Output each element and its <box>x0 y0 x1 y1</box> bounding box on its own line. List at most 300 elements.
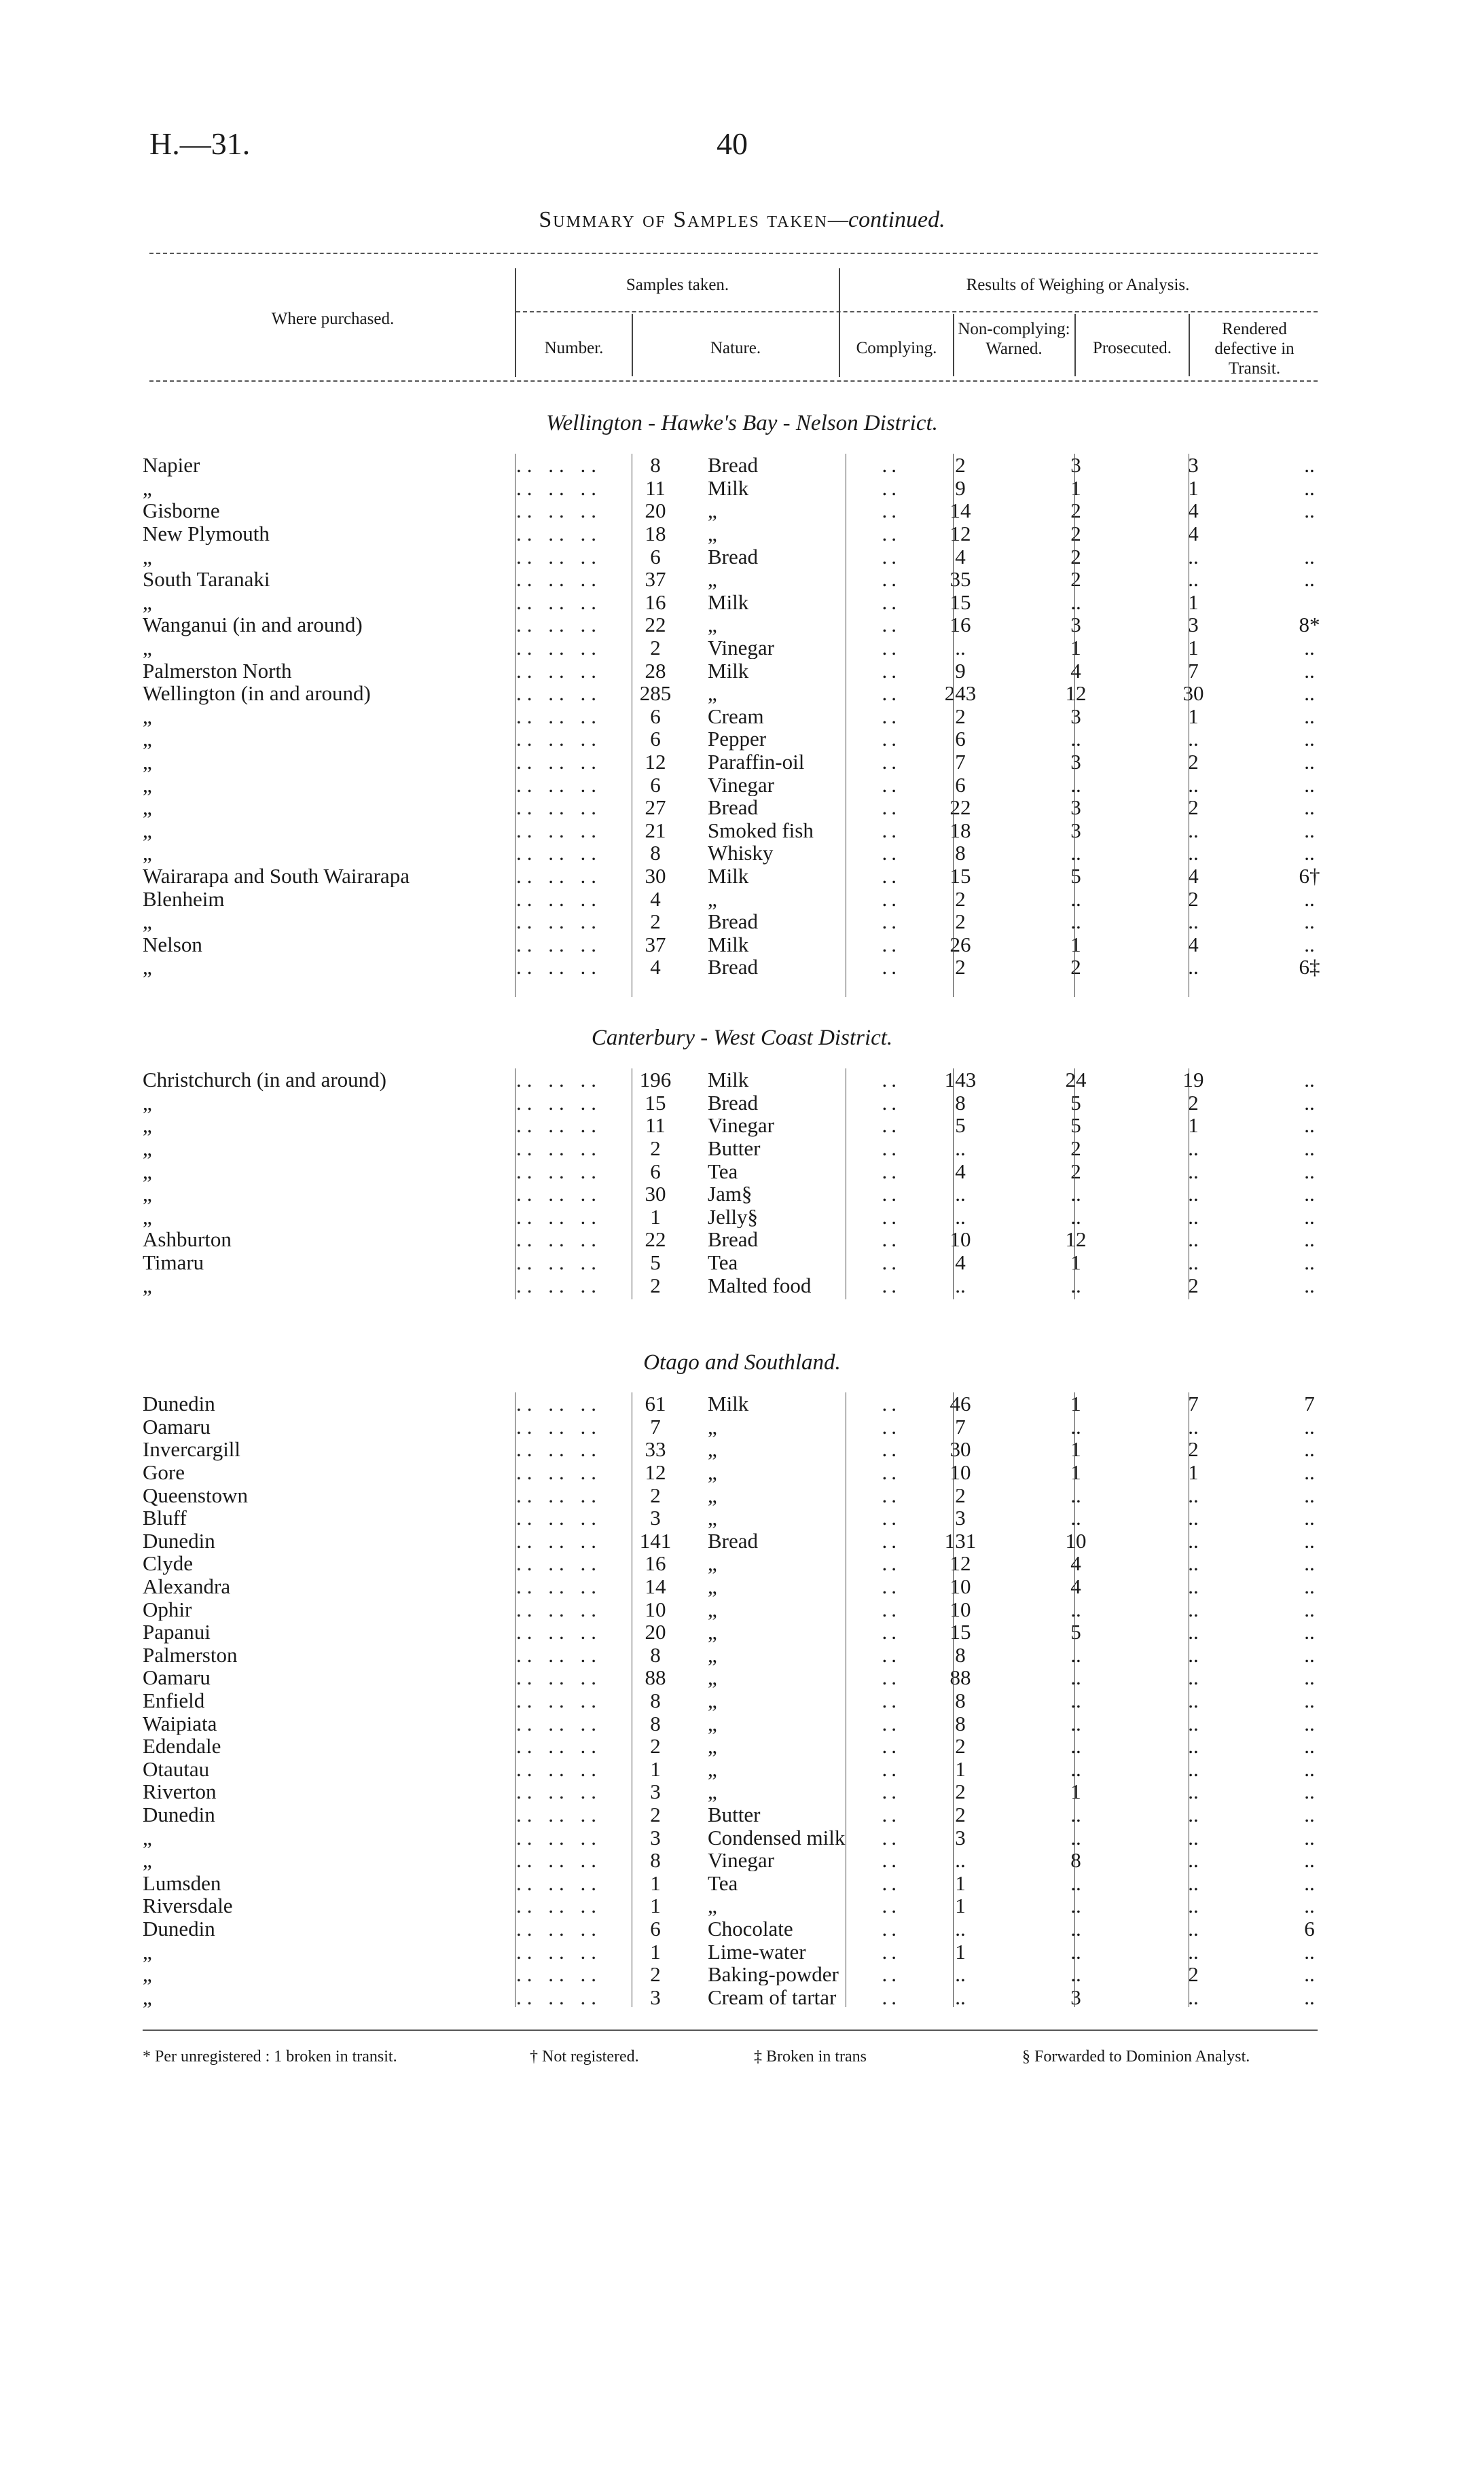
number-cell: 22 <box>645 1228 666 1251</box>
rendered-defective-cell: 7 <box>1304 1392 1315 1415</box>
leader-dots: .. <box>882 909 901 933</box>
number-cell: 6 <box>650 1917 661 1941</box>
prosecuted-cell: 19 <box>1182 1068 1204 1092</box>
table-row <box>143 1507 1369 1530</box>
number-cell: 8 <box>650 454 661 477</box>
non-complying-cell: 1 <box>1070 1780 1081 1803</box>
non-complying-cell: 1 <box>1070 476 1081 500</box>
non-complying-cell: 12 <box>1065 681 1087 705</box>
leader-dots: .. <box>882 1506 901 1530</box>
place-cell: „ <box>143 1182 152 1206</box>
leader-dots: .. <box>882 1114 901 1137</box>
complying-cell: 12 <box>949 1552 971 1575</box>
nature-cell: „ <box>708 1666 717 1689</box>
leader-dots: .. .. .. <box>516 567 602 591</box>
header-divider-6 <box>1189 314 1190 376</box>
place-cell: „ <box>143 1985 152 2009</box>
number-cell: 3 <box>650 1826 661 1849</box>
leader-dots: .. <box>882 1552 901 1575</box>
leader-dots: .. .. .. <box>516 818 602 842</box>
prosecuted-cell: .. <box>1188 1666 1199 1689</box>
number-cell: 6 <box>650 773 661 796</box>
table-row <box>143 522 1369 545</box>
nature-cell: „ <box>708 1643 717 1667</box>
nature-cell: „ <box>708 1757 717 1781</box>
samples-table-otago <box>143 1392 1369 2008</box>
prosecuted-cell: 4 <box>1188 499 1199 522</box>
rendered-defective-cell: .. <box>1304 1985 1315 2009</box>
rendered-defective-cell: .. <box>1304 1666 1315 1689</box>
number-cell: 285 <box>639 681 672 705</box>
non-complying-cell: .. <box>1070 1734 1081 1758</box>
leader-dots: .. .. .. <box>516 1598 602 1621</box>
prosecuted-cell: 2 <box>1188 1962 1199 1986</box>
rendered-defective-cell: .. <box>1304 750 1315 774</box>
rendered-defective-cell: .. <box>1304 1780 1315 1803</box>
non-complying-cell: .. <box>1070 1415 1081 1439</box>
non-complying-cell: .. <box>1070 1598 1081 1621</box>
prosecuted-cell: .. <box>1188 1757 1199 1781</box>
footnote-rule <box>143 2030 1318 2031</box>
complying-cell: 4 <box>955 1159 966 1183</box>
nature-cell: Cream <box>708 704 764 728</box>
complying-cell: 3 <box>955 1506 966 1530</box>
leader-dots: .. <box>882 1091 901 1115</box>
rendered-defective-cell: .. <box>1304 1757 1315 1781</box>
header-samples-taken: Samples taken. <box>626 276 729 294</box>
table-rule <box>1074 454 1075 997</box>
number-cell: 16 <box>645 1552 666 1575</box>
table-row <box>143 1735 1369 1758</box>
place-cell: Nelson <box>143 933 202 956</box>
complying-cell: 8 <box>955 1712 966 1735</box>
table-row <box>143 1137 1369 1160</box>
non-complying-cell: .. <box>1070 773 1081 796</box>
nature-cell: Jam§ <box>708 1182 753 1206</box>
number-cell: 12 <box>645 1460 666 1484</box>
leader-dots: .. .. .. <box>516 1250 602 1274</box>
prosecuted-cell: .. <box>1188 1574 1199 1598</box>
nature-cell: Butter <box>708 1136 761 1160</box>
rendered-defective-cell: .. <box>1304 636 1315 660</box>
place-cell: Edendale <box>143 1734 221 1758</box>
table-row <box>143 1251 1369 1274</box>
non-complying-cell: 3 <box>1070 1985 1081 2009</box>
rendered-defective-cell: .. <box>1304 499 1315 522</box>
rendered-defective-cell: .. <box>1304 1689 1315 1712</box>
rendered-defective-cell: .. <box>1304 1114 1315 1137</box>
nature-cell: Vinegar <box>708 773 774 796</box>
leader-dots: .. .. .. <box>516 1438 602 1461</box>
leader-dots: .. .. .. <box>516 956 602 979</box>
number-cell: 3 <box>650 1985 661 2009</box>
leader-dots: .. <box>882 499 901 522</box>
header-results: Results of Weighing or Analysis. <box>966 276 1190 294</box>
table-row <box>143 887 1369 910</box>
prosecuted-cell: .. <box>1188 1415 1199 1439</box>
complying-cell: 14 <box>949 499 971 522</box>
leader-dots: .. .. .. <box>516 1917 602 1941</box>
leader-dots: .. .. .. <box>516 1574 602 1598</box>
complying-cell: 131 <box>944 1529 977 1553</box>
place-cell: „ <box>143 1962 152 1986</box>
complying-cell: .. <box>955 1136 966 1160</box>
prosecuted-cell: .. <box>1188 1182 1199 1206</box>
nature-cell: Malted food <box>708 1274 812 1297</box>
number-cell: 2 <box>650 909 661 933</box>
leader-dots: .. <box>882 818 901 842</box>
complying-cell: 6 <box>955 773 966 796</box>
nature-cell: Whisky <box>708 842 774 865</box>
rendered-defective-cell: .. <box>1304 681 1315 705</box>
prosecuted-cell: .. <box>1188 1136 1199 1160</box>
leader-dots: .. .. .. <box>516 864 602 888</box>
complying-cell: 8 <box>955 842 966 865</box>
table-row <box>143 1621 1369 1644</box>
nature-cell: Bread <box>708 545 759 568</box>
leader-dots: .. <box>882 1643 901 1667</box>
leader-dots: .. .. .. <box>516 1415 602 1439</box>
number-cell: 20 <box>645 499 666 522</box>
leader-dots: .. .. .. <box>516 1228 602 1251</box>
place-cell: Invercargill <box>143 1438 241 1461</box>
nature-cell: Smoked fish <box>708 818 814 842</box>
leader-dots: .. .. .. <box>516 659 602 682</box>
non-complying-cell: .. <box>1070 1205 1081 1229</box>
leader-dots: .. <box>882 681 901 705</box>
table-row <box>143 659 1369 682</box>
place-cell: Clyde <box>143 1552 194 1575</box>
complying-cell: 88 <box>949 1666 971 1689</box>
leader-dots: .. <box>882 1392 901 1415</box>
complying-cell: 9 <box>955 476 966 500</box>
place-cell: Oamaru <box>143 1666 211 1689</box>
number-cell: 2 <box>650 1962 661 1986</box>
prosecuted-cell: .. <box>1188 1483 1199 1507</box>
number-cell: 21 <box>645 818 666 842</box>
non-complying-cell: 3 <box>1070 613 1081 636</box>
table-row <box>143 1598 1369 1621</box>
nature-cell: „ <box>708 681 717 705</box>
prosecuted-cell: .. <box>1188 1871 1199 1895</box>
complying-cell: 7 <box>955 750 966 774</box>
rendered-defective-cell: .. <box>1304 1598 1315 1621</box>
place-cell: Timaru <box>143 1250 204 1274</box>
leader-dots: .. .. .. <box>516 545 602 568</box>
leader-dots: .. <box>882 1438 901 1461</box>
prosecuted-cell: 2 <box>1188 750 1199 774</box>
header-complying: Complying. <box>856 339 937 357</box>
non-complying-cell: 2 <box>1070 499 1081 522</box>
leader-dots: .. .. .. <box>516 1506 602 1530</box>
leader-dots: .. <box>882 1848 901 1872</box>
place-cell: Blenheim <box>143 887 225 910</box>
nature-cell: Butter <box>708 1803 761 1826</box>
nature-cell: Cream of tartar <box>708 1985 837 2009</box>
non-complying-cell: .. <box>1070 1940 1081 1963</box>
table-row <box>143 568 1369 591</box>
leader-dots: .. <box>882 1826 901 1849</box>
prosecuted-cell: 3 <box>1188 454 1199 477</box>
number-cell: 18 <box>645 522 666 545</box>
place-cell: „ <box>143 545 152 568</box>
complying-cell: 6 <box>955 727 966 751</box>
nature-cell: „ <box>708 1552 717 1575</box>
leader-dots: .. .. .. <box>516 1826 602 1849</box>
non-complying-cell: 2 <box>1070 956 1081 979</box>
non-complying-cell: 5 <box>1070 1620 1081 1644</box>
complying-cell: .. <box>955 1962 966 1986</box>
leader-dots: .. .. .. <box>516 1666 602 1689</box>
non-complying-cell: 8 <box>1070 1848 1081 1872</box>
rendered-defective-cell: .. <box>1304 704 1315 728</box>
table-row <box>143 499 1369 522</box>
prosecuted-cell: .. <box>1188 818 1199 842</box>
rendered-defective-cell: .. <box>1304 1529 1315 1553</box>
table-row <box>143 1712 1369 1735</box>
prosecuted-cell: 3 <box>1188 613 1199 636</box>
non-complying-cell: 24 <box>1065 1068 1087 1092</box>
rendered-defective-cell: 8* <box>1299 613 1320 636</box>
place-cell: Ophir <box>143 1598 192 1621</box>
leader-dots: .. <box>882 1780 901 1803</box>
non-complying-cell: .. <box>1070 1506 1081 1530</box>
table-rule <box>953 1392 954 2007</box>
leader-dots: .. .. .. <box>516 1848 602 1872</box>
nature-cell: Pepper <box>708 727 767 751</box>
rendered-defective-cell: .. <box>1304 1940 1315 1963</box>
complying-cell: 10 <box>949 1598 971 1621</box>
leader-dots: .. .. .. <box>516 522 602 545</box>
number-cell: 6 <box>650 545 661 568</box>
header-number: Number. <box>544 339 604 357</box>
place-cell: „ <box>143 1940 152 1963</box>
leader-dots: .. .. .. <box>516 1136 602 1160</box>
table-row <box>143 1392 1369 1415</box>
leader-dots: .. .. .. <box>516 1274 602 1297</box>
leader-dots: .. <box>882 1228 901 1251</box>
nature-cell: Tea <box>708 1871 738 1895</box>
prosecuted-cell: .. <box>1188 1552 1199 1575</box>
table-row <box>143 1114 1369 1137</box>
complying-cell: 8 <box>955 1091 966 1115</box>
nature-cell: „ <box>708 1734 717 1758</box>
leader-dots: .. <box>882 1415 901 1439</box>
rendered-defective-cell: .. <box>1304 1182 1315 1206</box>
nature-cell: „ <box>708 1712 717 1735</box>
rendered-defective-cell: .. <box>1304 909 1315 933</box>
leader-dots: .. <box>882 933 901 956</box>
number-cell: 2 <box>650 1274 661 1297</box>
number-cell: 1 <box>650 1894 661 1917</box>
non-complying-cell: .. <box>1070 1757 1081 1781</box>
prosecuted-cell: .. <box>1188 1734 1199 1758</box>
prosecuted-cell: 4 <box>1188 864 1199 888</box>
leader-dots: .. .. .. <box>516 704 602 728</box>
complying-cell: 2 <box>955 909 966 933</box>
complying-cell: 2 <box>955 1803 966 1826</box>
leader-dots: .. <box>882 864 901 888</box>
table-row <box>143 545 1369 568</box>
leader-dots: .. .. .. <box>516 1803 602 1826</box>
number-cell: 4 <box>650 887 661 910</box>
place-cell: Alexandra <box>143 1574 231 1598</box>
number-cell: 8 <box>650 1712 661 1735</box>
nature-cell: Milk <box>708 476 749 500</box>
complying-cell: .. <box>955 1182 966 1206</box>
complying-cell: 4 <box>955 1250 966 1274</box>
leader-dots: .. .. .. <box>516 727 602 751</box>
leader-dots: .. .. .. <box>516 1460 602 1484</box>
complying-cell: 30 <box>949 1438 971 1461</box>
complying-cell: 46 <box>949 1392 971 1415</box>
nature-cell: Condensed milk <box>708 1826 846 1849</box>
non-complying-cell: .. <box>1070 1826 1081 1849</box>
prosecuted-cell: .. <box>1188 773 1199 796</box>
prosecuted-cell: .. <box>1188 1940 1199 1963</box>
nature-cell: Bread <box>708 1529 759 1553</box>
leader-dots: .. .. .. <box>516 1757 602 1781</box>
nature-cell: Chocolate <box>708 1917 793 1941</box>
non-complying-cell: 1 <box>1070 933 1081 956</box>
complying-cell: 143 <box>944 1068 977 1092</box>
leader-dots: .. <box>882 1803 901 1826</box>
table-row <box>143 454 1369 477</box>
table-row <box>143 751 1369 774</box>
leader-dots: .. .. .. <box>516 636 602 660</box>
number-cell: 3 <box>650 1780 661 1803</box>
table-row <box>143 956 1369 979</box>
place-cell: „ <box>143 750 152 774</box>
prosecuted-cell: .. <box>1188 1712 1199 1735</box>
rendered-defective-cell: .. <box>1304 545 1315 568</box>
nature-cell: „ <box>708 1483 717 1507</box>
number-cell: 10 <box>645 1598 666 1621</box>
place-cell: „ <box>143 773 152 796</box>
nature-cell: Milk <box>708 933 749 956</box>
rendered-defective-cell: .. <box>1304 1643 1315 1667</box>
rendered-defective-cell: .. <box>1304 567 1315 591</box>
prosecuted-cell: 1 <box>1188 590 1199 614</box>
nature-cell: Lime-water <box>708 1940 806 1963</box>
nature-cell: „ <box>708 613 717 636</box>
leader-dots: .. .. .. <box>516 1091 602 1115</box>
non-complying-cell: 1 <box>1070 1460 1081 1484</box>
rendered-defective-cell: 6‡ <box>1299 956 1320 979</box>
nature-cell: Bread <box>708 956 759 979</box>
leader-dots: .. <box>882 1250 901 1274</box>
leader-dots: .. .. .. <box>516 1159 602 1183</box>
non-complying-cell: .. <box>1070 1182 1081 1206</box>
leader-dots: .. .. .. <box>516 454 602 477</box>
non-complying-cell: .. <box>1070 1483 1081 1507</box>
prosecuted-cell: 2 <box>1188 795 1199 819</box>
number-cell: 88 <box>645 1666 666 1689</box>
nature-cell: Vinegar <box>708 1114 774 1137</box>
non-complying-cell: .. <box>1070 1689 1081 1712</box>
leader-dots: .. .. .. <box>516 590 602 614</box>
complying-cell: 9 <box>955 659 966 682</box>
place-cell: Lumsden <box>143 1871 221 1895</box>
prosecuted-cell: .. <box>1188 1159 1199 1183</box>
leader-dots: .. .. .. <box>516 476 602 500</box>
complying-cell: 5 <box>955 1114 966 1137</box>
complying-cell: 1 <box>955 1940 966 1963</box>
table-row <box>143 1183 1369 1206</box>
section-title: Canterbury - West Coast District. <box>591 1026 893 1050</box>
place-cell: „ <box>143 636 152 660</box>
rendered-defective-cell: .. <box>1304 1228 1315 1251</box>
leader-dots: .. .. .. <box>516 1780 602 1803</box>
table-row <box>143 1159 1369 1183</box>
complying-cell: 35 <box>949 567 971 591</box>
header-divider-4 <box>953 314 954 376</box>
place-cell: Christchurch (in and around) <box>143 1068 386 1092</box>
header-top-rule <box>149 253 1318 254</box>
table-row <box>143 1871 1369 1894</box>
complying-cell: 2 <box>955 704 966 728</box>
leader-dots: .. <box>882 476 901 500</box>
prosecuted-cell: 30 <box>1182 681 1204 705</box>
leader-dots: .. <box>882 1962 901 1986</box>
leader-dots: .. <box>882 567 901 591</box>
leader-dots: .. <box>882 636 901 660</box>
nature-cell: „ <box>708 1506 717 1530</box>
complying-cell: 15 <box>949 1620 971 1644</box>
table-row <box>143 1666 1369 1689</box>
prosecuted-cell: 2 <box>1188 1274 1199 1297</box>
complying-cell: 10 <box>949 1460 971 1484</box>
non-complying-cell: 10 <box>1065 1529 1087 1553</box>
table-row <box>143 1552 1369 1575</box>
rendered-defective-cell: .. <box>1304 933 1315 956</box>
section-title: Otago and Southland. <box>643 1350 841 1375</box>
table-rule <box>953 1068 954 1299</box>
nature-cell: Milk <box>708 1068 749 1092</box>
number-cell: 28 <box>645 659 666 682</box>
place-cell: Napier <box>143 454 200 477</box>
non-complying-cell: 3 <box>1070 818 1081 842</box>
number-cell: 30 <box>645 864 666 888</box>
nature-cell: „ <box>708 1620 717 1644</box>
prosecuted-cell: .. <box>1188 1506 1199 1530</box>
samples-table-canterbury <box>143 1068 1369 1297</box>
leader-dots: .. <box>882 773 901 796</box>
number-cell: 30 <box>645 1182 666 1206</box>
table-row <box>143 1068 1369 1092</box>
leader-dots: .. <box>882 1940 901 1963</box>
non-complying-cell: .. <box>1070 887 1081 910</box>
nature-cell: Milk <box>708 590 749 614</box>
section-title: Wellington - Hawke's Bay - Nelson District. <box>546 411 938 435</box>
complying-cell: .. <box>955 1848 966 1872</box>
complying-cell: 8 <box>955 1689 966 1712</box>
nature-cell: Milk <box>708 659 749 682</box>
complying-cell: 4 <box>955 545 966 568</box>
prosecuted-cell: .. <box>1188 1848 1199 1872</box>
leader-dots: .. .. .. <box>516 613 602 636</box>
table-row <box>143 933 1369 956</box>
non-complying-cell: .. <box>1070 1894 1081 1917</box>
rendered-defective-cell: .. <box>1304 1159 1315 1183</box>
complying-cell: 2 <box>955 1780 966 1803</box>
nature-cell: „ <box>708 1894 717 1917</box>
prosecuted-cell: 1 <box>1188 636 1199 660</box>
leader-dots: .. <box>882 659 901 682</box>
rendered-defective-cell: .. <box>1304 1415 1315 1439</box>
rendered-defective-cell: .. <box>1304 795 1315 819</box>
leader-dots: .. <box>882 1712 901 1735</box>
